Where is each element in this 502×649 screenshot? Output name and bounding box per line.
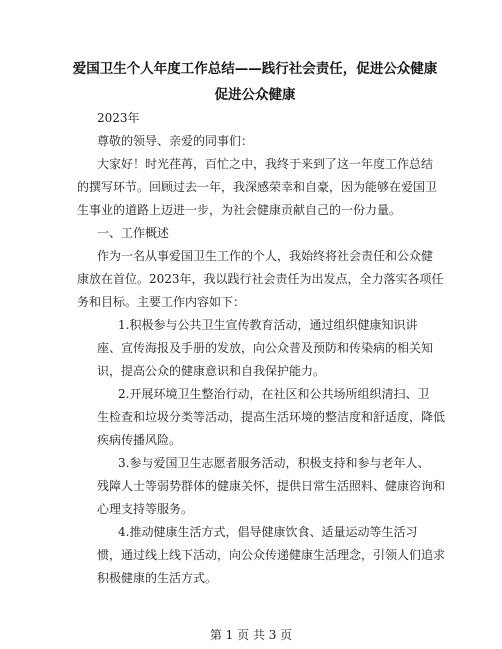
list-item-line: 残障人士等弱势群体的健康关怀，提供日常生活照料、健康咨询和: [97, 479, 446, 493]
overview-line: 康放在首位。2023年，我以践行社会责任为出发点，全力落实各项任: [77, 272, 444, 286]
intro-line: 大家好！时光荏苒，百忙之中，我终于来到了这一年度工作总结: [97, 157, 434, 171]
list-item-line: 积极健康的生活方式。: [97, 571, 218, 585]
overview-line: 务和目标。主要工作内容如下：: [77, 295, 246, 309]
list-item-line: 识，提高公众的健康意识和自我保护能力。: [97, 364, 326, 378]
document-title: 爱国卫生个人年度工作总结——践行社会责任，促进公众健康: [72, 61, 438, 77]
intro-line: 的撰写环节。回顾过去一年，我深感荣幸和自豪，因为能够在爱国卫: [77, 180, 438, 194]
list-item-line: 2.开展环境卫生整治行动，在社区和公共场所组织清扫、卫: [118, 387, 430, 401]
list-item-line: 心理支持等服务。: [97, 502, 194, 516]
list-item-line: 3.参与爱国卫生志愿者服务活动，积极支持和参与老年人、: [118, 456, 430, 470]
document-title-continuation: 促进公众健康: [214, 87, 296, 103]
list-item-line: 生检查和垃圾分类等活动，提高生活环境的整洁度和舒适度，降低: [97, 410, 446, 424]
section-heading: 一、工作概述: [97, 226, 170, 240]
page-number-footer: 第 1 页 共 3 页: [209, 628, 293, 642]
list-item-line: 座、宣传海报及手册的发放，向公众普及预防和传染病的相关知: [97, 341, 434, 355]
intro-line: 生事业的道路上迈进一步，为社会健康贡献自己的一份力量。: [77, 203, 402, 217]
list-item-line: 1.积极参与公共卫生宣传教育活动，通过组织健康知识讲: [118, 318, 418, 332]
document-year: 2023年: [97, 111, 140, 125]
list-item-line: 惯，通过线上线下活动，向公众传递健康生活理念，引领人们追求: [97, 548, 446, 562]
list-item-line: 疾病传播风险。: [97, 433, 182, 447]
list-item-line: 4.推动健康生活方式，倡导健康饮食、适量运动等生活习: [118, 525, 418, 539]
greeting: 尊敬的领导、亲爱的同事们：: [97, 134, 254, 148]
overview-line: 作为一名从事爱国卫生工作的个人，我始终将社会责任和公众健: [97, 249, 434, 263]
